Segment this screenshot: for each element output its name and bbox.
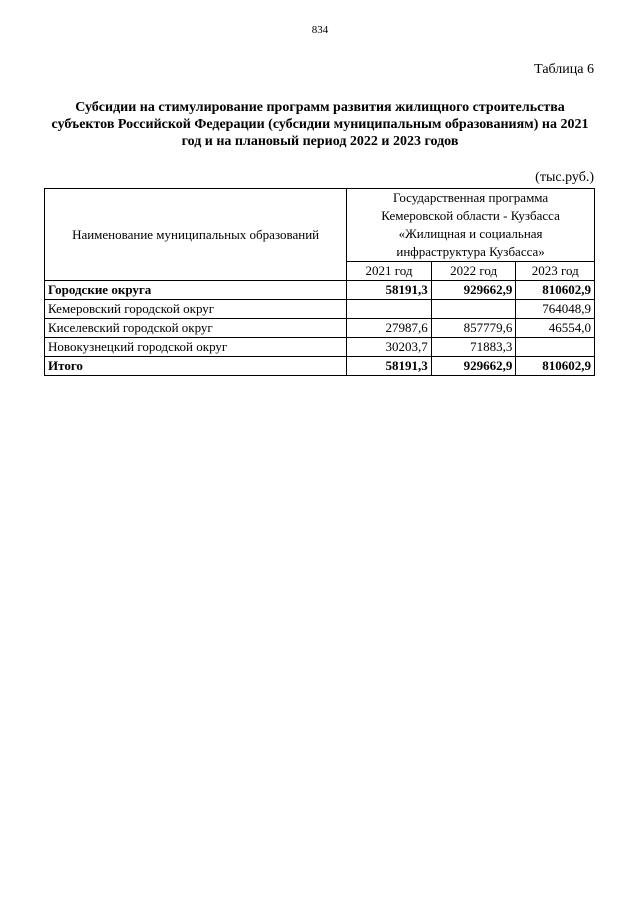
row-value-2023: 764048,9 bbox=[516, 300, 595, 319]
row-value-2022: 71883,3 bbox=[431, 338, 516, 357]
row-value-2022: 857779,6 bbox=[431, 319, 516, 338]
row-name: Городские округа bbox=[45, 281, 347, 300]
table-label: Таблица 6 bbox=[534, 62, 594, 77]
header-municipality-name: Наименование муниципальных образований bbox=[45, 189, 347, 281]
row-value-2023 bbox=[516, 338, 595, 357]
unit-note: (тыс.руб.) bbox=[535, 170, 594, 185]
header-year-2021: 2021 год bbox=[347, 262, 432, 281]
table-row bbox=[45, 281, 595, 300]
title-line: год и на плановый период 2022 и 2023 годов bbox=[181, 134, 459, 149]
title-line: Субсидии на стимулирование программ развития жилищного строительства bbox=[75, 100, 565, 115]
row-name: Новокузнецкий городской округ bbox=[45, 338, 347, 357]
row-value-2023: 46554,0 bbox=[516, 319, 595, 338]
row-name: Итого bbox=[45, 357, 347, 376]
row-value-2022: 929662,9 bbox=[431, 357, 516, 376]
table-row bbox=[45, 319, 595, 338]
row-value-2021: 27987,6 bbox=[347, 319, 432, 338]
table-row bbox=[45, 338, 595, 357]
row-value-2023: 810602,9 bbox=[516, 281, 595, 300]
subsidy-table bbox=[44, 188, 595, 376]
table-row bbox=[45, 300, 595, 319]
title-line: субъектов Российской Федерации (субсидии муниципальным образованиям) на 2021 bbox=[51, 117, 589, 132]
row-value-2022: 929662,9 bbox=[431, 281, 516, 300]
row-value-2021: 30203,7 bbox=[347, 338, 432, 357]
row-value-2021: 58191,3 bbox=[347, 281, 432, 300]
row-value-2021 bbox=[347, 300, 432, 319]
header-year-2022: 2022 год bbox=[431, 262, 516, 281]
row-value-2021: 58191,3 bbox=[347, 357, 432, 376]
header-year-2023: 2023 год bbox=[516, 262, 595, 281]
table-header-row bbox=[45, 189, 595, 262]
row-value-2022 bbox=[431, 300, 516, 319]
header-program-line: инфраструктура Кузбасса» bbox=[396, 244, 545, 259]
header-state-program bbox=[347, 189, 595, 262]
row-value-2023: 810602,9 bbox=[516, 357, 595, 376]
header-program-line: Государственная программа bbox=[392, 190, 549, 205]
table-total-row bbox=[45, 357, 595, 376]
document-title bbox=[40, 99, 600, 150]
row-name: Киселевский городской округ bbox=[45, 319, 347, 338]
header-program-line: Кемеровской области - Кузбасса bbox=[381, 208, 560, 223]
page-number: 834 bbox=[311, 24, 329, 36]
header-program-line: «Жилищная и социальная bbox=[398, 226, 543, 241]
row-name: Кемеровский городской округ bbox=[45, 300, 347, 319]
